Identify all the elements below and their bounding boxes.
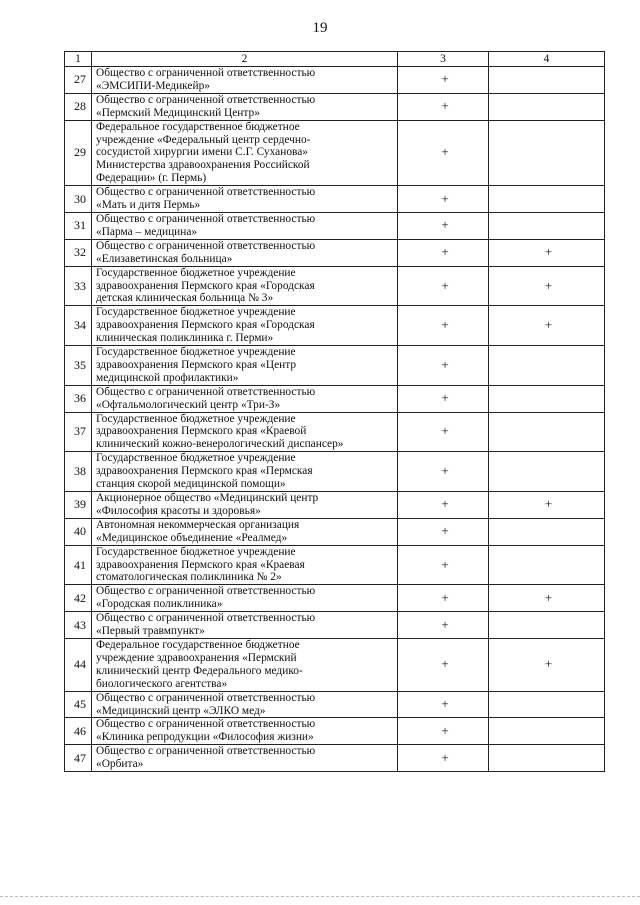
column-3-mark: + [398, 346, 489, 386]
organization-name [92, 612, 398, 639]
organization-name-line: Общество с ограниченной ответственностью [96, 385, 316, 398]
organization-name-line: Акционерное общество «Медицинский центр [96, 492, 319, 504]
header-row [65, 52, 605, 67]
table-row [65, 306, 605, 346]
organization-name-line: Общество с ограниченной ответственностью [96, 612, 316, 625]
organization-name-line: Общество с ограниченной ответственностью [96, 745, 316, 758]
organization-name [92, 412, 398, 452]
column-3-mark: + [398, 306, 489, 346]
column-4-mark: + [489, 638, 605, 691]
table-body [65, 67, 605, 772]
organization-name-line: «Парма – медицина» [96, 225, 198, 238]
column-4-mark [489, 412, 605, 452]
column-3-mark: + [398, 385, 489, 412]
column-3-mark: + [398, 186, 489, 213]
page-bottom-divider [0, 896, 640, 897]
table-row [65, 691, 605, 718]
organization-name-line: Общество с ограниченной ответственностью [96, 691, 316, 704]
column-4-mark [489, 346, 605, 386]
organization-name-line: «Офтальмологический центр «Три-З» [96, 398, 281, 411]
organization-name-line: Автономная некоммерческая организация [96, 518, 300, 531]
table-row [65, 518, 605, 545]
column-4-mark [489, 452, 605, 492]
column-4-mark: + [489, 585, 605, 612]
row-number: 36 [65, 385, 92, 412]
page-number: 19 [312, 20, 328, 36]
organization-name-line: «Медицинское объединение «Реалмед» [96, 531, 288, 544]
column-3-mark: + [398, 745, 489, 772]
organization-name-line: Федерации» (г. Пермь) [96, 172, 207, 185]
column-4-mark: + [489, 239, 605, 266]
column-4-mark [489, 718, 605, 745]
row-number: 35 [65, 346, 92, 386]
organization-name [92, 239, 398, 266]
organization-name-line: Федеральное государственное бюджетное [96, 638, 300, 651]
organization-name-line: Государственное бюджетное учреждение [96, 412, 296, 425]
table-row [65, 638, 605, 691]
organization-name-line: «Мать и дитя Пермь» [96, 199, 201, 212]
organization-name [92, 306, 398, 346]
organization-name-line: учреждение «Федеральный центр сердечно- [96, 133, 311, 146]
organization-name [92, 452, 398, 492]
organization-name [92, 385, 398, 412]
column-3-mark: + [398, 120, 489, 186]
column-3-mark: + [398, 545, 489, 585]
row-number: 44 [65, 638, 92, 691]
column-3-mark: + [398, 612, 489, 639]
column-4-mark [489, 691, 605, 718]
table-row [65, 120, 605, 186]
row-number: 27 [65, 67, 92, 94]
organization-name-line: клиническая поликлиника г. Перми» [96, 332, 274, 345]
row-number: 40 [65, 518, 92, 545]
organization-name [92, 691, 398, 718]
organization-name-line: «Елизаветинская больница» [96, 252, 233, 265]
organization-name-line: Государственное бюджетное учреждение [96, 452, 296, 465]
organization-name-line: биологического агентства» [96, 677, 228, 690]
organization-name-line: медицинской профилактики» [96, 371, 239, 384]
table-row [65, 346, 605, 386]
column-4-mark [489, 545, 605, 585]
organization-name-line: клинический центр Федерального медико- [96, 664, 303, 677]
column-4-mark [489, 212, 605, 239]
organization-name-line: «Первый травмпункт» [96, 625, 205, 638]
column-4-mark: + [489, 492, 605, 519]
organization-name-line: здравоохранения Пермского края «Городская [96, 279, 315, 292]
organization-name-line: Общество с ограниченной ответственностью [96, 67, 316, 79]
organization-name-line: Министерства здравоохранения Российской [96, 159, 310, 172]
row-number: 28 [65, 93, 92, 120]
column-3-mark: + [398, 93, 489, 120]
column-4-mark [489, 67, 605, 94]
column-3-mark: + [398, 239, 489, 266]
column-3-mark: + [398, 212, 489, 239]
organization-name [92, 67, 398, 94]
organizations-table [64, 51, 605, 772]
row-number: 43 [65, 612, 92, 639]
organization-name [92, 492, 398, 519]
organization-name-line: здравоохранения Пермского края «Городская [96, 319, 315, 332]
row-number: 39 [65, 492, 92, 519]
organization-name-line: здравоохранения Пермского края «Пермская [96, 465, 313, 478]
organization-name-line: Общество с ограниченной ответственностью [96, 585, 316, 598]
organization-name [92, 545, 398, 585]
organization-name-line: «Городская поликлиника» [96, 598, 223, 611]
organization-name-line: Федеральное государственное бюджетное [96, 120, 300, 133]
organization-name-line: клинический кожно-венерологический диспансер» [96, 438, 344, 451]
organization-name-line: Общество с ограниченной ответственностью [96, 239, 316, 252]
row-number: 31 [65, 212, 92, 239]
row-number: 33 [65, 266, 92, 306]
row-number: 38 [65, 452, 92, 492]
table-row [65, 186, 605, 213]
organization-name-line: «Пермский Медицинский Центр» [96, 106, 260, 119]
table-row [65, 452, 605, 492]
organization-name [92, 718, 398, 745]
organization-name [92, 212, 398, 239]
row-number: 46 [65, 718, 92, 745]
column-4-mark [489, 518, 605, 545]
table-row [65, 718, 605, 745]
table-row [65, 67, 605, 94]
row-number: 32 [65, 239, 92, 266]
column-4-mark [489, 120, 605, 186]
column-4-mark: + [489, 306, 605, 346]
row-number: 29 [65, 120, 92, 186]
column-3-mark: + [398, 691, 489, 718]
column-3-mark: + [398, 518, 489, 545]
organization-name-line: Общество с ограниченной ответственностью [96, 718, 316, 731]
column-3-mark: + [398, 266, 489, 306]
row-number: 42 [65, 585, 92, 612]
column-3-mark: + [398, 452, 489, 492]
organization-name-line: «ЭМСИПИ-Медикейр» [96, 79, 210, 92]
row-number: 30 [65, 186, 92, 213]
table-row [65, 545, 605, 585]
table-row [65, 492, 605, 519]
table-row [65, 212, 605, 239]
organization-name-line: «Клиника репродукции «Философия жизни» [96, 731, 314, 744]
column-4-mark: + [489, 266, 605, 306]
column-3-mark: + [398, 412, 489, 452]
row-number: 34 [65, 306, 92, 346]
column-3-mark: + [398, 67, 489, 94]
table-row [65, 745, 605, 772]
organization-name-line: здравоохранения Пермского края «Краевая [96, 558, 305, 571]
organization-name-line: стоматологическая поликлиника № 2» [96, 571, 282, 584]
column-4-mark [489, 186, 605, 213]
row-number: 45 [65, 691, 92, 718]
organization-name [92, 638, 398, 691]
header-col-2: 2 [92, 52, 398, 67]
column-4-mark [489, 93, 605, 120]
table-row [65, 612, 605, 639]
row-number: 47 [65, 745, 92, 772]
organization-name-line: Государственное бюджетное учреждение [96, 266, 296, 279]
organization-name-line: «Философия красоты и здоровья» [96, 504, 261, 517]
header-col-3: 3 [398, 52, 489, 67]
column-3-mark: + [398, 492, 489, 519]
table-row [65, 385, 605, 412]
organization-name-line: детская клиническая больница № 3» [96, 292, 274, 305]
organization-name-line: Общество с ограниченной ответственностью [96, 212, 316, 225]
organization-name [92, 266, 398, 306]
organization-name-line: Государственное бюджетное учреждение [96, 306, 296, 319]
column-4-mark [489, 612, 605, 639]
organization-name-line: Государственное бюджетное учреждение [96, 545, 296, 558]
organization-name-line: Государственное бюджетное учреждение [96, 346, 296, 359]
organization-name-line: Общество с ограниченной ответственностью [96, 93, 316, 106]
table-row [65, 585, 605, 612]
organization-name [92, 585, 398, 612]
table-row [65, 412, 605, 452]
column-3-mark: + [398, 718, 489, 745]
table-row [65, 93, 605, 120]
table-row [65, 239, 605, 266]
organization-name [92, 745, 398, 772]
column-3-mark: + [398, 585, 489, 612]
organization-name-line: Общество с ограниченной ответственностью [96, 186, 316, 199]
table-row [65, 266, 605, 306]
organization-name-line: сосудистой хирургии имени С.Г. Суханова» [96, 146, 308, 159]
organization-name [92, 346, 398, 386]
organization-name-line: здравоохранения Пермского края «Краевой [96, 425, 307, 438]
column-4-mark [489, 745, 605, 772]
row-number: 41 [65, 545, 92, 585]
organization-name [92, 518, 398, 545]
organization-name [92, 120, 398, 186]
column-4-mark [489, 385, 605, 412]
column-3-mark: + [398, 638, 489, 691]
organization-name-line: станция скорой медицинской помощи» [96, 478, 286, 491]
organization-name-line: здравоохранения Пермского края «Центр [96, 358, 297, 371]
header-col-1: 1 [65, 52, 92, 67]
organization-name [92, 186, 398, 213]
row-number: 37 [65, 412, 92, 452]
organization-name [92, 93, 398, 120]
header-col-4: 4 [489, 52, 605, 67]
organization-name-line: учреждение здравоохранения «Пермский [96, 651, 297, 664]
organization-name-line: «Орбита» [96, 758, 144, 771]
organization-name-line: «Медицинский центр «ЭЛКО мед» [96, 704, 266, 717]
